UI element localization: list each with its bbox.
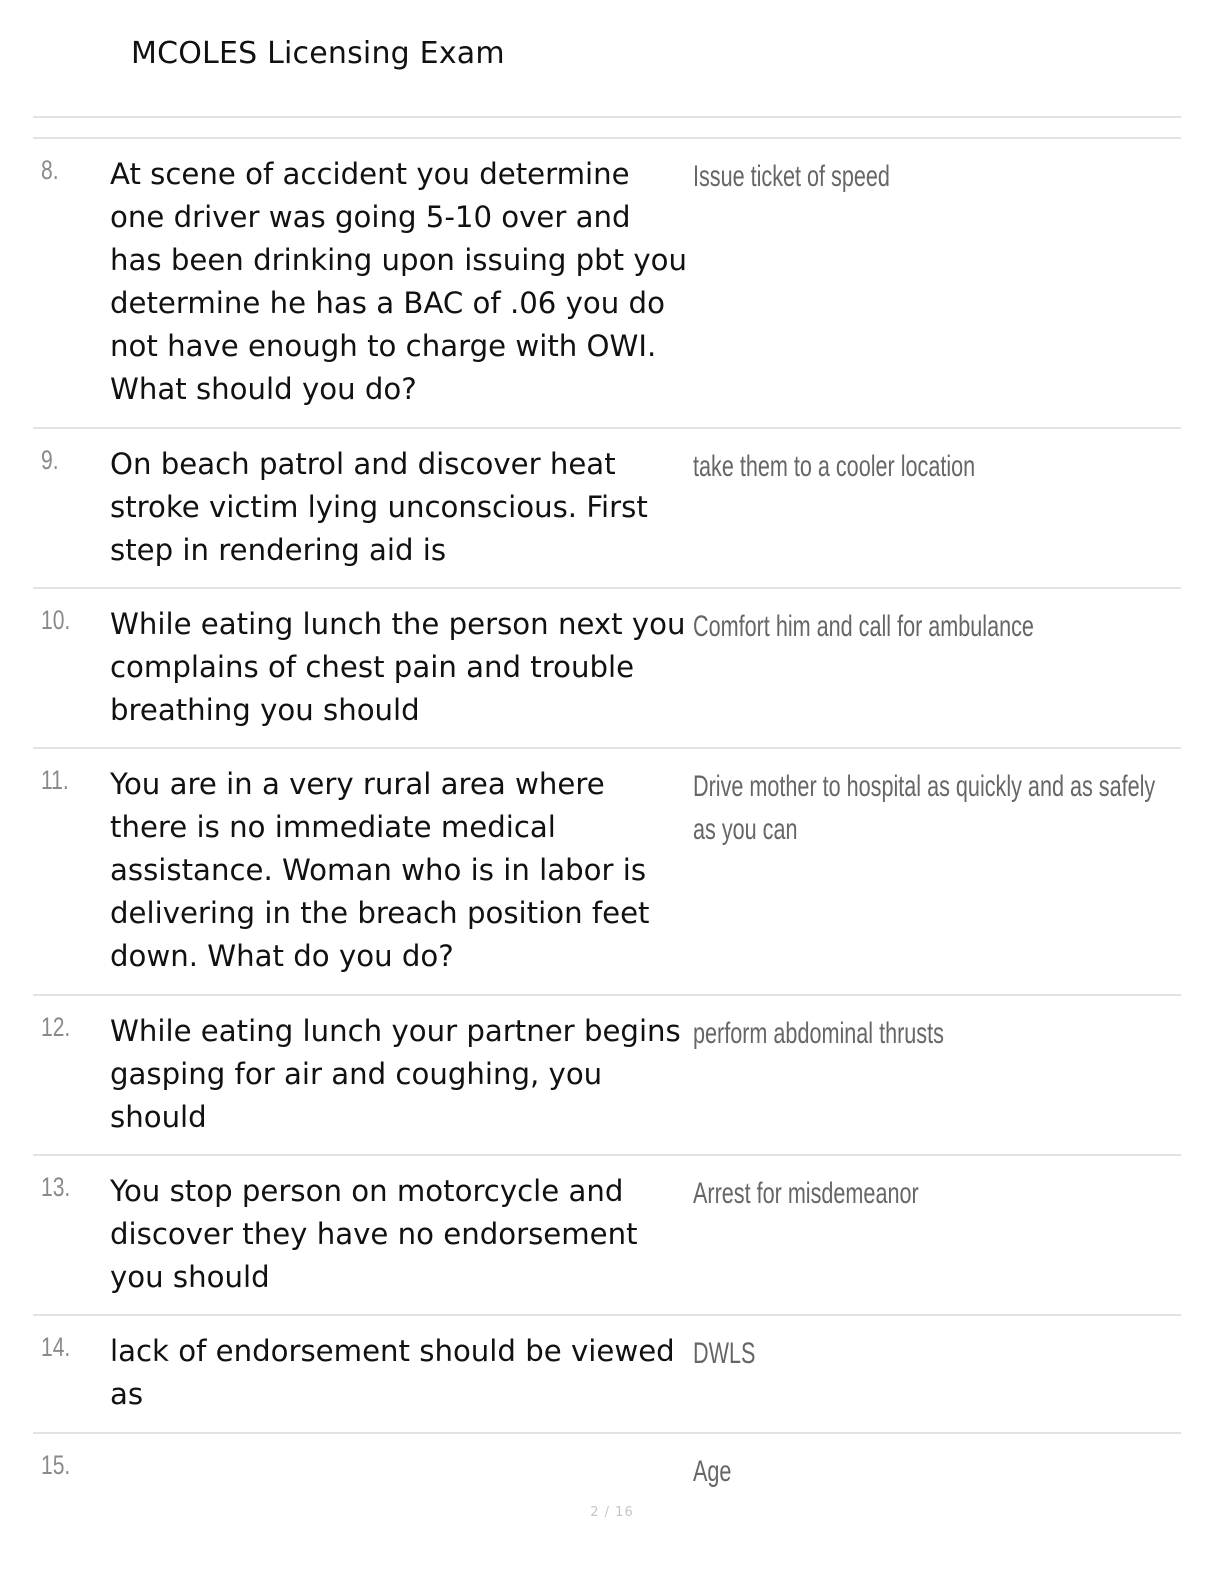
document-title: MCOLES Licensing Exam xyxy=(131,36,505,71)
question-text: You are in a very rural area where there is no immediate medical assistance. Woman who is in labor is delivering in the breach position feet down. What do you do? xyxy=(110,767,650,973)
question-number: 12. xyxy=(41,1012,71,1042)
header-divider xyxy=(33,116,1181,118)
answer-text: Drive mother to hospital as quickly and as safely as you can xyxy=(693,770,1156,846)
question-number: 13. xyxy=(41,1172,71,1202)
question-text: At scene of accident you determine one driver was going 5-10 over and has been drinking upon issuing pbt you determine he has a BAC of .06 you do not have enough to charge with OWI. What should you do? xyxy=(110,157,688,406)
page-number: 2 / 16 xyxy=(590,1505,634,1520)
flashcard-15 xyxy=(33,1434,1181,1504)
flashcard-14 xyxy=(33,1316,1181,1434)
question-number: 10. xyxy=(41,605,71,635)
answer-text: Arrest for misdemeanor xyxy=(693,1177,919,1210)
flashcard-9 xyxy=(33,429,1181,589)
answer-text: take them to a cooler location xyxy=(693,450,976,483)
flashcard-11 xyxy=(33,749,1181,996)
question-number: 15. xyxy=(41,1450,71,1480)
question-number: 9. xyxy=(41,445,59,475)
flashcard-10 xyxy=(33,589,1181,749)
answer-text: perform abdominal thrusts xyxy=(693,1017,944,1050)
question-text: While eating lunch the person next you complains of chest pain and trouble breathing you should xyxy=(110,607,686,727)
answer-text: Age xyxy=(693,1455,732,1488)
question-number: 14. xyxy=(41,1332,71,1362)
answer-text: Comfort him and call for ambulance xyxy=(693,610,1034,643)
question-number: 8. xyxy=(41,155,59,185)
question-text: On beach patrol and discover heat stroke victim lying unconscious. First step in rendering aid is xyxy=(110,447,648,567)
answer-text: Issue ticket of speed xyxy=(693,160,890,193)
question-text: lack of endorsement should be viewed as xyxy=(110,1334,675,1411)
question-text: You stop person on motorcycle and discover they have no endorsement you should xyxy=(110,1174,638,1294)
flashcard-12 xyxy=(33,996,1181,1156)
flashcard-8 xyxy=(33,139,1181,429)
question-number: 11. xyxy=(41,765,69,795)
flashcard-13 xyxy=(33,1156,1181,1316)
question-text: While eating lunch your partner begins gasping for air and coughing, you should xyxy=(110,1014,681,1134)
answer-text: DWLS xyxy=(693,1337,756,1370)
